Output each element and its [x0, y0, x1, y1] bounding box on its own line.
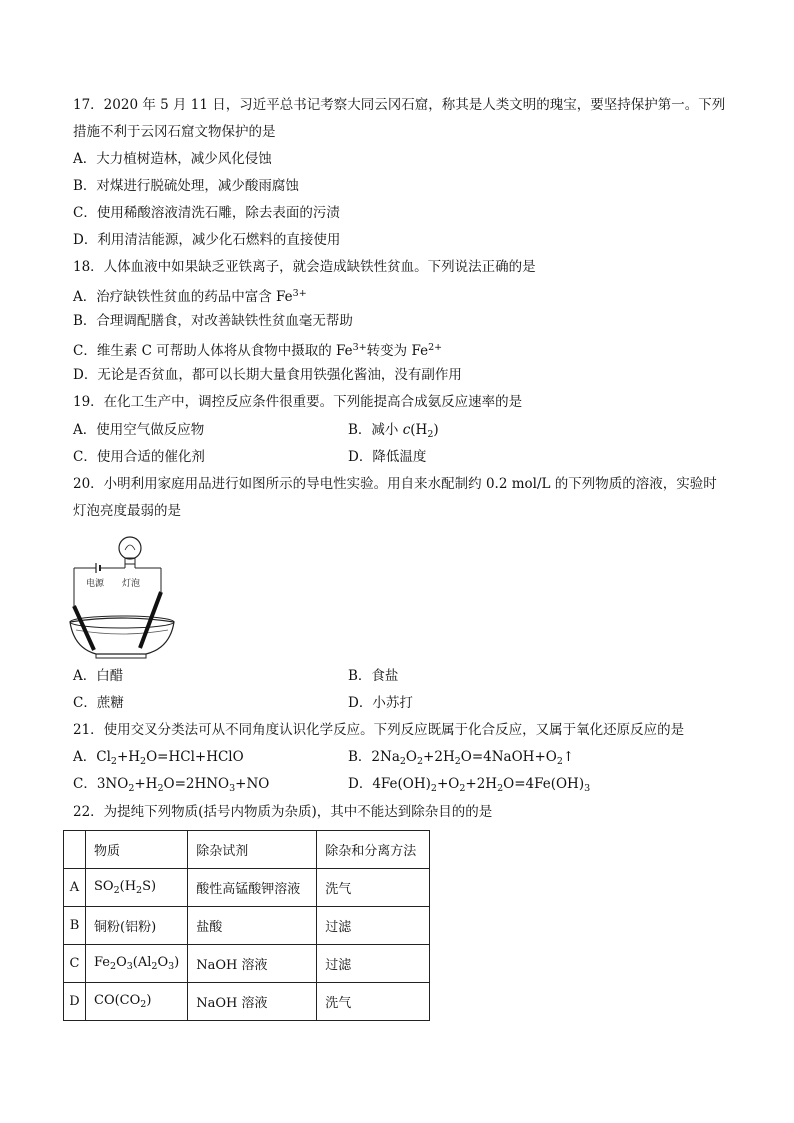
substance-sub: 2	[113, 885, 120, 896]
q21-b-sub: 2	[399, 756, 406, 767]
q21-d-part: +O	[436, 776, 460, 792]
substance-part: (Al	[132, 955, 152, 970]
q18-option-c	[73, 339, 442, 360]
q21-a-part: O=HCl+HClO	[146, 749, 244, 765]
q21-b-part: ↑	[562, 749, 575, 765]
bulb-filament	[125, 545, 135, 550]
row-reagent: 盐酸	[188, 907, 317, 945]
q18-option-a	[73, 285, 307, 306]
q19-option-b-paren: (H	[410, 422, 428, 438]
row-substance	[86, 869, 188, 907]
q20-option-d: D．小苏打	[348, 695, 413, 711]
q19-option-b	[348, 421, 439, 444]
row-method: 过滤	[317, 945, 430, 983]
purification-table	[63, 830, 430, 1021]
header-cell-reagent: 除杂试剂	[188, 831, 317, 869]
substance-sub: 2	[110, 961, 117, 972]
q21-a-part: +H	[116, 749, 141, 765]
substance-sub: 3	[168, 961, 175, 972]
row-method: 洗气	[317, 869, 430, 907]
q20-option-c: C．蔗糖	[73, 695, 124, 711]
q17-option-a: A．大力植树造林，减少风化侵蚀	[73, 151, 272, 167]
q21-option-b	[348, 748, 574, 771]
q19-option-d: D．降低温度	[348, 449, 427, 465]
table-row	[64, 945, 430, 983]
substance-sub: 2	[151, 961, 158, 972]
q21-c-part: +H	[134, 776, 158, 792]
row-method: 过滤	[317, 907, 430, 945]
row-key: B	[64, 907, 86, 945]
q21-d-sub: 2	[430, 783, 437, 794]
q18-option-c-charge1: 3+	[352, 342, 367, 353]
q21-b-part: O	[405, 749, 417, 765]
q20-option-b: B．食盐	[348, 668, 399, 684]
substance-part: )	[174, 955, 180, 970]
table-row	[64, 907, 430, 945]
row-key: A	[64, 869, 86, 907]
row-key: D	[64, 983, 86, 1021]
substance-part: )	[146, 993, 152, 1008]
bulb-glass	[119, 537, 141, 559]
q21-d-part: D．4Fe(OH)	[348, 776, 431, 792]
q18-stem: 18．人体血液中如果缺乏亚铁离子，就会造成缺铁性贫血。下列说法正确的是	[73, 259, 536, 275]
q19-option-b-close: )	[433, 422, 439, 438]
header-cell-method: 除杂和分离方法	[317, 831, 430, 869]
q19-option-b-sub: 2	[427, 429, 434, 440]
q21-option-d	[348, 775, 590, 798]
substance-part: O	[157, 955, 169, 970]
q21-b-sub: 2	[454, 756, 461, 767]
q19-option-c: C．使用合适的催化剂	[73, 449, 205, 465]
q17-stem-line1: 17．2020 年 5 月 11 日，习近平总书记考察大同云冈石窟，称其是人类文明的瑰宝，要坚持保护第一。下列	[73, 97, 726, 113]
q21-b-part: O=4NaOH+O	[460, 749, 557, 765]
q17-stem-line2: 措施不利于云冈石窟文物保护的是	[73, 124, 276, 140]
q20-option-a: A．白醋	[73, 668, 124, 684]
q21-b-part: +2H	[423, 749, 455, 765]
q21-b-sub: 2	[417, 756, 424, 767]
q21-option-a	[73, 748, 244, 771]
substance-part: S)	[142, 879, 157, 894]
q17-option-c: C．使用稀酸溶液清洗石雕，除去表面的污渍	[73, 205, 340, 221]
row-substance	[86, 983, 188, 1021]
q21-c-part: O=2HNO	[163, 776, 230, 792]
table-header-row	[64, 831, 430, 869]
header-cell-substance: 物质	[86, 831, 188, 869]
row-reagent: 酸性高锰酸钾溶液	[188, 869, 317, 907]
q21-option-c	[73, 775, 269, 798]
substance-sub: 2	[140, 999, 147, 1010]
row-substance	[86, 945, 188, 983]
q21-a-part: A．Cl	[73, 749, 111, 765]
bulb-label: 灯泡	[122, 579, 141, 589]
q18-option-b: B．合理调配膳食，对改善缺铁性贫血毫无帮助	[73, 313, 353, 329]
q19-option-b-c: c	[402, 422, 411, 438]
table-row	[64, 869, 430, 907]
header-cell-key	[64, 831, 86, 869]
substance-sub: 3	[126, 961, 133, 972]
q17-option-b: B．对煤进行脱硫处理，减少酸雨腐蚀	[73, 178, 299, 194]
q20-stem-line2: 灯泡亮度最弱的是	[73, 503, 181, 519]
substance-part: (H	[119, 879, 137, 894]
q18-option-a-text: A．治疗缺铁性贫血的药品中富含 Fe	[73, 289, 293, 305]
q21-a-sub: 2	[140, 756, 147, 767]
q21-d-sub: 3	[584, 783, 591, 794]
row-substance: 铜粉(铝粉)	[86, 907, 188, 945]
conductivity-apparatus-figure	[66, 530, 176, 660]
row-reagent: NaOH 溶液	[188, 983, 317, 1021]
row-key: C	[64, 945, 86, 983]
q21-b-part: B．2Na	[348, 749, 400, 765]
substance-part: CO(CO	[94, 993, 141, 1008]
power-label: 电源	[86, 579, 105, 589]
substance-part: SO	[94, 879, 114, 894]
q21-c-sub: 2	[157, 783, 164, 794]
q21-d-part: +2H	[465, 776, 498, 792]
q18-option-d: D．无论是否贫血，都可以长期大量食用铁强化酱油，没有副作用	[73, 367, 462, 383]
q21-stem: 21．使用交叉分类法可从不同角度认识化学反应。下列反应既属于化合反应，又属于氧化还原反应的是	[73, 722, 685, 738]
q21-b-sub: 2	[556, 756, 563, 767]
q18-option-c-text: C．维生素 C 可帮助人体将从食物中摄取的 Fe	[73, 343, 353, 359]
q19-option-a: A．使用空气做反应物	[73, 422, 205, 438]
q21-d-sub: 2	[459, 783, 466, 794]
q21-a-sub: 2	[110, 756, 117, 767]
q21-c-part: C．3NO	[73, 776, 129, 792]
q20-stem-line1: 20．小明利用家庭用品进行如图所示的导电性实验。用自来水配制约 0.2 mol/L 的下列物质的溶液，实验时	[73, 476, 717, 492]
q21-c-part: +NO	[235, 776, 270, 792]
substance-sub: 2	[136, 885, 143, 896]
q18-option-a-charge: 3+	[292, 288, 307, 299]
row-reagent: NaOH 溶液	[188, 945, 317, 983]
substance-part: Fe	[94, 955, 111, 970]
substance-part: O	[116, 955, 127, 970]
q17-option-d: D．利用清洁能源，减少化石燃料的直接使用	[73, 232, 341, 248]
q18-option-c-charge2: 2+	[428, 342, 443, 353]
q21-d-sub: 2	[497, 783, 504, 794]
row-method: 洗气	[317, 983, 430, 1021]
q21-c-sub: 3	[229, 783, 236, 794]
q21-d-part: O=4Fe(OH)	[503, 776, 585, 792]
table-row	[64, 983, 430, 1021]
q21-c-sub: 2	[128, 783, 135, 794]
q19-stem: 19．在化工生产中，调控反应条件很重要。下列能提高合成氨反应速率的是	[73, 394, 523, 410]
q22-stem: 22．为提纯下列物质(括号内物质为杂质)，其中不能达到除杂目的的是	[73, 804, 493, 820]
q19-option-b-text: B．减小	[348, 422, 403, 438]
q18-option-c-mid: 转变为 Fe	[366, 343, 429, 359]
